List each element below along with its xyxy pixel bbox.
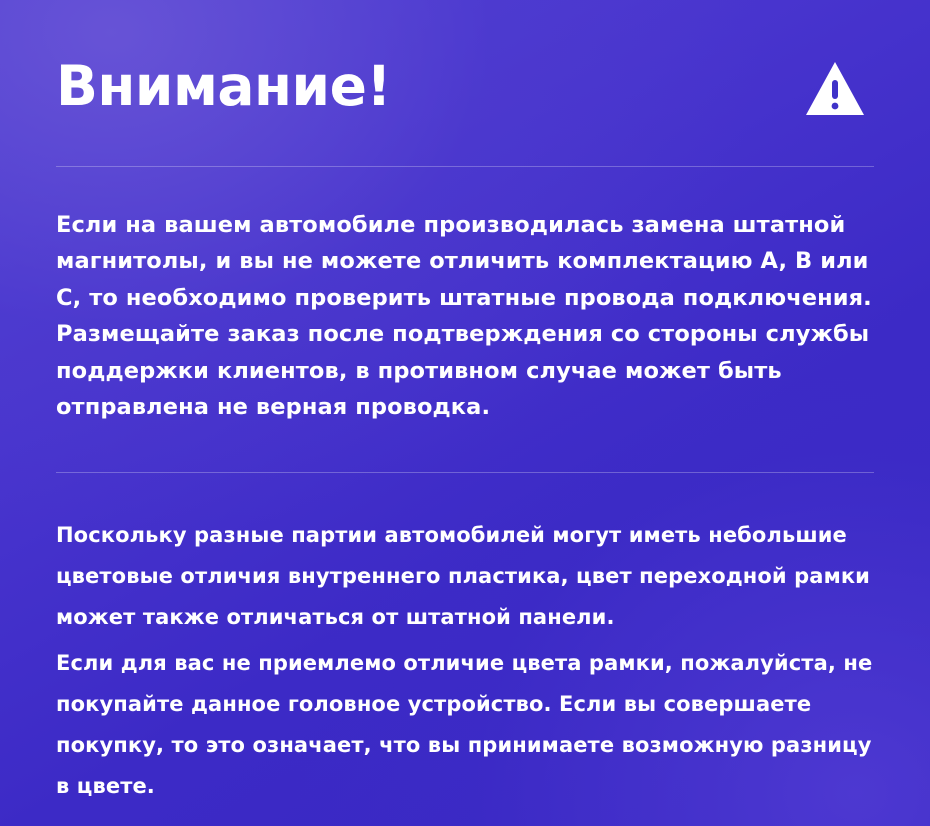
section-two-paragraph-2: Если для вас не приемлемо отличие цвета рамки, пожалуйста, не покупайте данное головное устройство. Если вы совершаете покупку, то это означает, что вы принимаете возможную разницу в цвете. [56,651,873,799]
section-two [56,515,874,808]
divider-middle [56,472,874,473]
section-one [56,207,874,426]
section-two-paragraph-1: Поскольку разные партии автомобилей могут иметь небольшие цветовые отличия внутреннего пластика, цвет переходной рамки может также отличаться от штатной панели. [56,522,870,629]
divider-top [56,166,874,167]
page-title: Внимание! [56,54,391,118]
warning-triangle-icon [804,60,866,118]
section-one-paragraph: Если на вашем автомобиле производилась замена штатной магнитолы, и вы не можете отличить комплектацию A, B или C, то необходимо проверить штатные провода подключения. Размещайте заказ после подтверждения со стороны службы поддержки клиентов, в противном случае может быть отправлена не верная проводка. [56,212,872,421]
poster-header [56,52,874,118]
